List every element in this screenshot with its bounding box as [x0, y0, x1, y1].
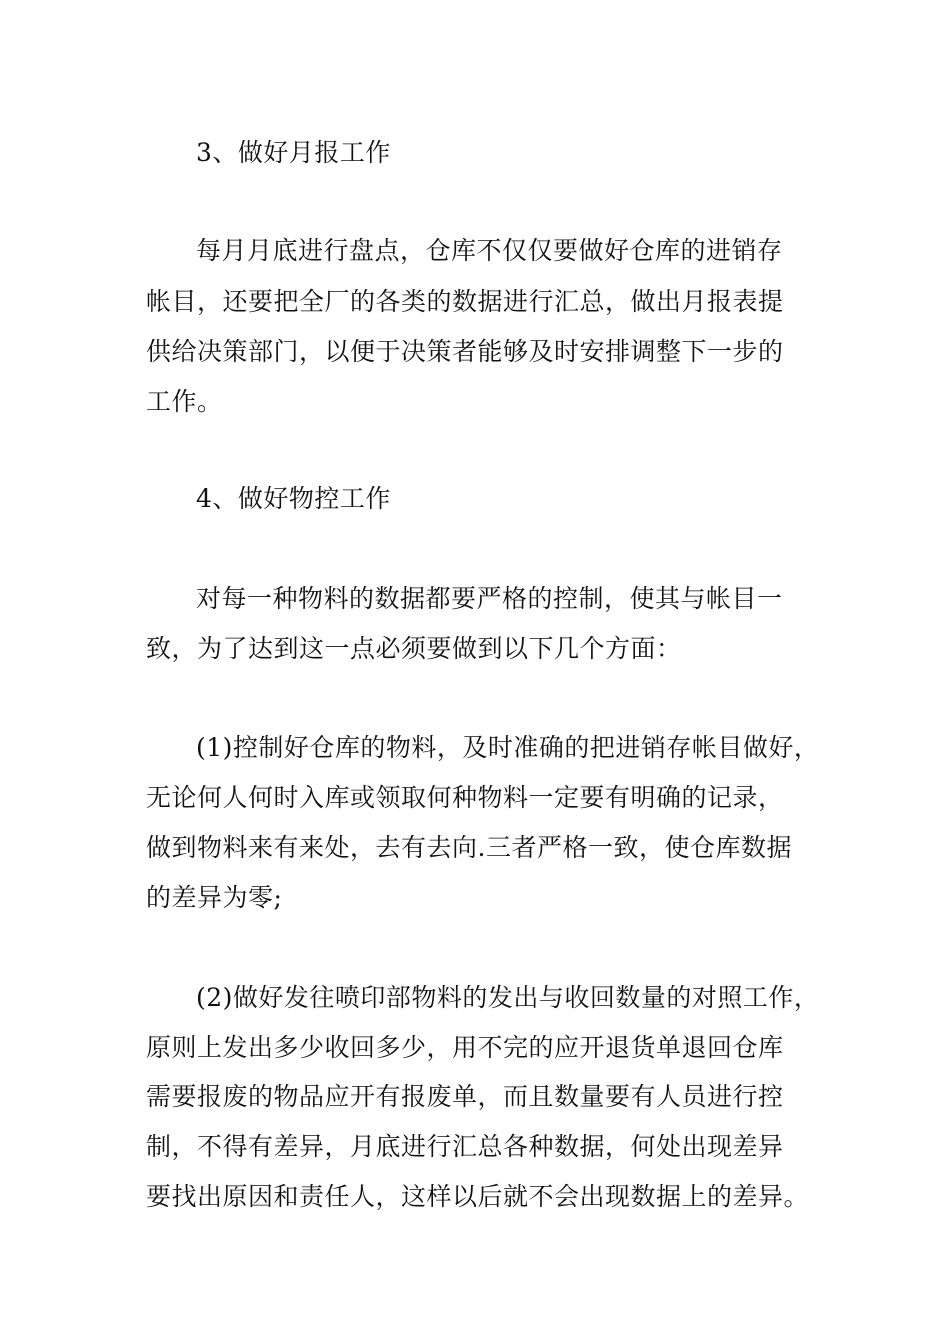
- paragraph-line: 无论何人何时入库或领取何种物料一定要有明确的记录，: [146, 783, 784, 812]
- paragraph-line: 需要报废的物品应开有报废单，而且数量要有人员进行控: [146, 1082, 784, 1111]
- paragraph-line: 做到物料来有来处，去有去向.三者严格一致，使仓库数据: [146, 833, 792, 862]
- paragraph-line: 帐目，还要把全厂的各类的数据进行汇总，做出月报表提: [146, 287, 784, 316]
- section-heading-3: 3、做好月报工作: [196, 138, 391, 167]
- paragraph-line: 工作。: [146, 387, 223, 416]
- paragraph-line: 每月月底进行盘点，仓库不仅仅要做好仓库的进销存: [196, 236, 783, 265]
- paragraph-line: 对每一种物料的数据都要严格的控制，使其与帐目一: [196, 584, 783, 613]
- paragraph-line: 的差异为零;: [146, 883, 283, 912]
- paragraph-line: 供给决策部门，以便于决策者能够及时安排调整下一步的: [146, 337, 784, 366]
- section-heading-4: 4、做好物控工作: [196, 484, 391, 513]
- paragraph-line: 制，不得有差异，月底进行汇总各种数据，何处出现差异: [146, 1132, 784, 1161]
- paragraph-line: 致，为了达到这一点必须要做到以下几个方面：: [146, 634, 682, 663]
- paragraph-line: (1)控制好仓库的物料，及时准确的把进销存帐目做好，: [196, 733, 820, 762]
- paragraph-line: 原则上发出多少收回多少，用不完的应开退货单退回仓库: [146, 1033, 784, 1062]
- paragraph-line: (2)做好发往喷印部物料的发出与收回数量的对照工作，: [196, 983, 820, 1012]
- paragraph-line: 要找出原因和责任人，这样以后就不会出现数据上的差异。: [146, 1182, 810, 1211]
